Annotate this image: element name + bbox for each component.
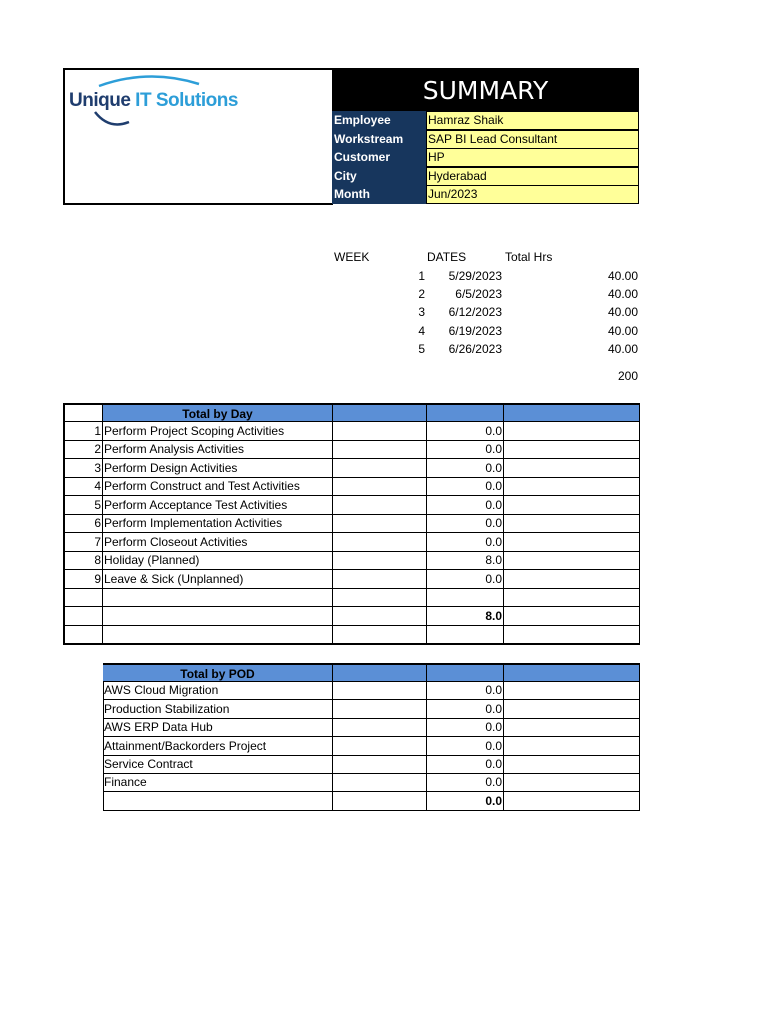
- day-row-number: 2: [63, 440, 103, 459]
- week-header: WEEK: [334, 250, 370, 264]
- info-label: City: [332, 167, 426, 186]
- table-cell: [504, 625, 640, 644]
- table-cell: [504, 496, 640, 515]
- pod-row-value: 0.0: [427, 773, 504, 792]
- day-row-number: 4: [63, 477, 103, 496]
- day-row-label: Holiday (Planned): [103, 551, 333, 570]
- table-cell: [427, 403, 504, 422]
- table-cell: [333, 477, 427, 496]
- day-row-value: 0.0: [427, 533, 504, 552]
- pod-row-label: AWS Cloud Migration: [103, 681, 333, 700]
- day-row-label: Leave & Sick (Unplanned): [103, 570, 333, 589]
- day-row-label: Perform Acceptance Test Activities: [103, 496, 333, 515]
- info-value: HP: [426, 148, 639, 167]
- day-row-number: 8: [63, 551, 103, 570]
- total-hrs-header: Total Hrs: [505, 250, 553, 264]
- day-row-number: 3: [63, 459, 103, 478]
- summary-title: SUMMARY: [332, 68, 639, 111]
- week-date: 6/19/2023: [448, 323, 502, 338]
- table-cell: [427, 625, 504, 644]
- table-cell: [504, 792, 640, 811]
- pod-row-label: Service Contract: [103, 755, 333, 774]
- table-cell: [333, 663, 427, 682]
- table-cell: [333, 514, 427, 533]
- day-row-value: 0.0: [427, 477, 504, 496]
- table-cell: [333, 403, 427, 422]
- table-cell: [333, 737, 427, 756]
- day-row-value: 8.0: [427, 551, 504, 570]
- day-row-value: 0.0: [427, 440, 504, 459]
- pod-row-value: 0.0: [427, 700, 504, 719]
- info-label: Workstream: [332, 130, 426, 149]
- day-row-label: Perform Construct and Test Activities: [103, 477, 333, 496]
- day-row-number: 6: [63, 514, 103, 533]
- table-cell: [333, 551, 427, 570]
- table-cell: [333, 700, 427, 719]
- day-row-label: Perform Closeout Activities: [103, 533, 333, 552]
- day-row-number: 5: [63, 496, 103, 515]
- week-date: 5/29/2023: [448, 269, 502, 283]
- info-label: Month: [332, 185, 426, 204]
- table-cell: [103, 607, 333, 626]
- table-cell: [333, 607, 427, 626]
- table-cell: [504, 477, 640, 496]
- table-cell: [103, 792, 333, 811]
- week-number: 2: [418, 287, 425, 302]
- pod-row-label: Attainment/Backorders Project: [103, 737, 333, 756]
- week-date: 6/12/2023: [448, 305, 502, 320]
- table-cell: [333, 718, 427, 737]
- week-number: 3: [418, 305, 425, 320]
- table-cell: [103, 625, 333, 644]
- table-cell: [504, 533, 640, 552]
- table-cell: [333, 440, 427, 459]
- week-hours: 40.00: [607, 287, 638, 302]
- week-hours: 40.00: [607, 341, 638, 356]
- week-date: 6/26/2023: [448, 341, 502, 356]
- table-cell: [333, 625, 427, 644]
- pod-row-label: AWS ERP Data Hub: [103, 718, 333, 737]
- table-cell: [504, 773, 640, 792]
- logo-swoosh-icon: [69, 72, 217, 130]
- table-cell: [333, 588, 427, 607]
- table-cell: [333, 792, 427, 811]
- week-number: 5: [418, 341, 425, 356]
- day-table-total: 8.0: [427, 607, 504, 626]
- day-row-number: 9: [63, 570, 103, 589]
- table-cell: [504, 570, 640, 589]
- info-row: [332, 111, 639, 130]
- pod-row-value: 0.0: [427, 755, 504, 774]
- day-row-value: 0.0: [427, 496, 504, 515]
- week-hours: 40.00: [607, 269, 638, 283]
- table-cell: [504, 514, 640, 533]
- table-cell: [504, 607, 640, 626]
- weeks-grand-total: 200: [617, 369, 638, 383]
- table-cell: [504, 755, 640, 774]
- info-value: Jun/2023: [426, 185, 639, 204]
- pod-row-label: Finance: [103, 773, 333, 792]
- info-value: SAP BI Lead Consultant: [426, 130, 639, 149]
- info-value: Hamraz Shaik: [426, 111, 639, 130]
- table-cell: [427, 663, 504, 682]
- week-number: 1: [418, 269, 425, 283]
- table-cell: [504, 403, 640, 422]
- table-cell: [333, 681, 427, 700]
- pod-table-total: 0.0: [427, 792, 504, 811]
- day-row-label: Perform Implementation Activities: [103, 514, 333, 533]
- pod-row-value: 0.0: [427, 737, 504, 756]
- day-row-value: 0.0: [427, 514, 504, 533]
- dates-header: DATES: [427, 250, 467, 264]
- table-cell: [427, 588, 504, 607]
- day-row-value: 0.0: [427, 422, 504, 441]
- table-cell: [504, 440, 640, 459]
- day-row-label: Perform Analysis Activities: [103, 440, 333, 459]
- table-cell: [504, 700, 640, 719]
- info-value: Hyderabad: [426, 167, 639, 186]
- table-cell: [504, 718, 640, 737]
- company-name-part1: Unique: [69, 90, 136, 111]
- table-cell: [504, 681, 640, 700]
- day-row-label: Perform Design Activities: [103, 459, 333, 478]
- table-cell: [63, 607, 103, 626]
- company-logo: [67, 72, 238, 130]
- week-date: 6/5/2023: [455, 287, 502, 302]
- table-cell: [504, 551, 640, 570]
- table-cell: [333, 533, 427, 552]
- info-row: [332, 130, 639, 149]
- info-label: Employee: [332, 111, 426, 130]
- pod-row-label: Production Stabilization: [103, 700, 333, 719]
- week-hours: 40.00: [607, 323, 638, 338]
- pod-row-value: 0.0: [427, 718, 504, 737]
- company-name-part2: IT Solutions: [135, 90, 238, 111]
- table-cell: [63, 625, 103, 644]
- pod-row-value: 0.0: [427, 681, 504, 700]
- day-row-number: 1: [63, 422, 103, 441]
- day-table-header: Total by Day: [103, 403, 333, 422]
- table-cell: [504, 588, 640, 607]
- table-cell: [63, 588, 103, 607]
- day-row-number: 7: [63, 533, 103, 552]
- table-cell: [333, 422, 427, 441]
- day-row-label: Perform Project Scoping Activities: [103, 422, 333, 441]
- table-cell: [333, 496, 427, 515]
- week-hours: 40.00: [607, 305, 638, 320]
- info-row: [332, 167, 639, 186]
- week-number: 4: [418, 323, 425, 338]
- table-cell: [504, 737, 640, 756]
- day-row-value: 0.0: [427, 570, 504, 589]
- table-cell: [333, 773, 427, 792]
- pod-table-header: Total by POD: [103, 663, 333, 682]
- table-cell: [103, 588, 333, 607]
- info-row: [332, 185, 639, 204]
- table-cell: [504, 663, 640, 682]
- info-row: [332, 148, 639, 167]
- table-cell: [504, 422, 640, 441]
- info-label: Customer: [332, 148, 426, 167]
- day-row-value: 0.0: [427, 459, 504, 478]
- table-cell: [504, 459, 640, 478]
- table-cell: [333, 459, 427, 478]
- table-cell: [333, 755, 427, 774]
- logo-box: [63, 68, 333, 205]
- table-cell: [63, 403, 103, 422]
- table-cell: [333, 570, 427, 589]
